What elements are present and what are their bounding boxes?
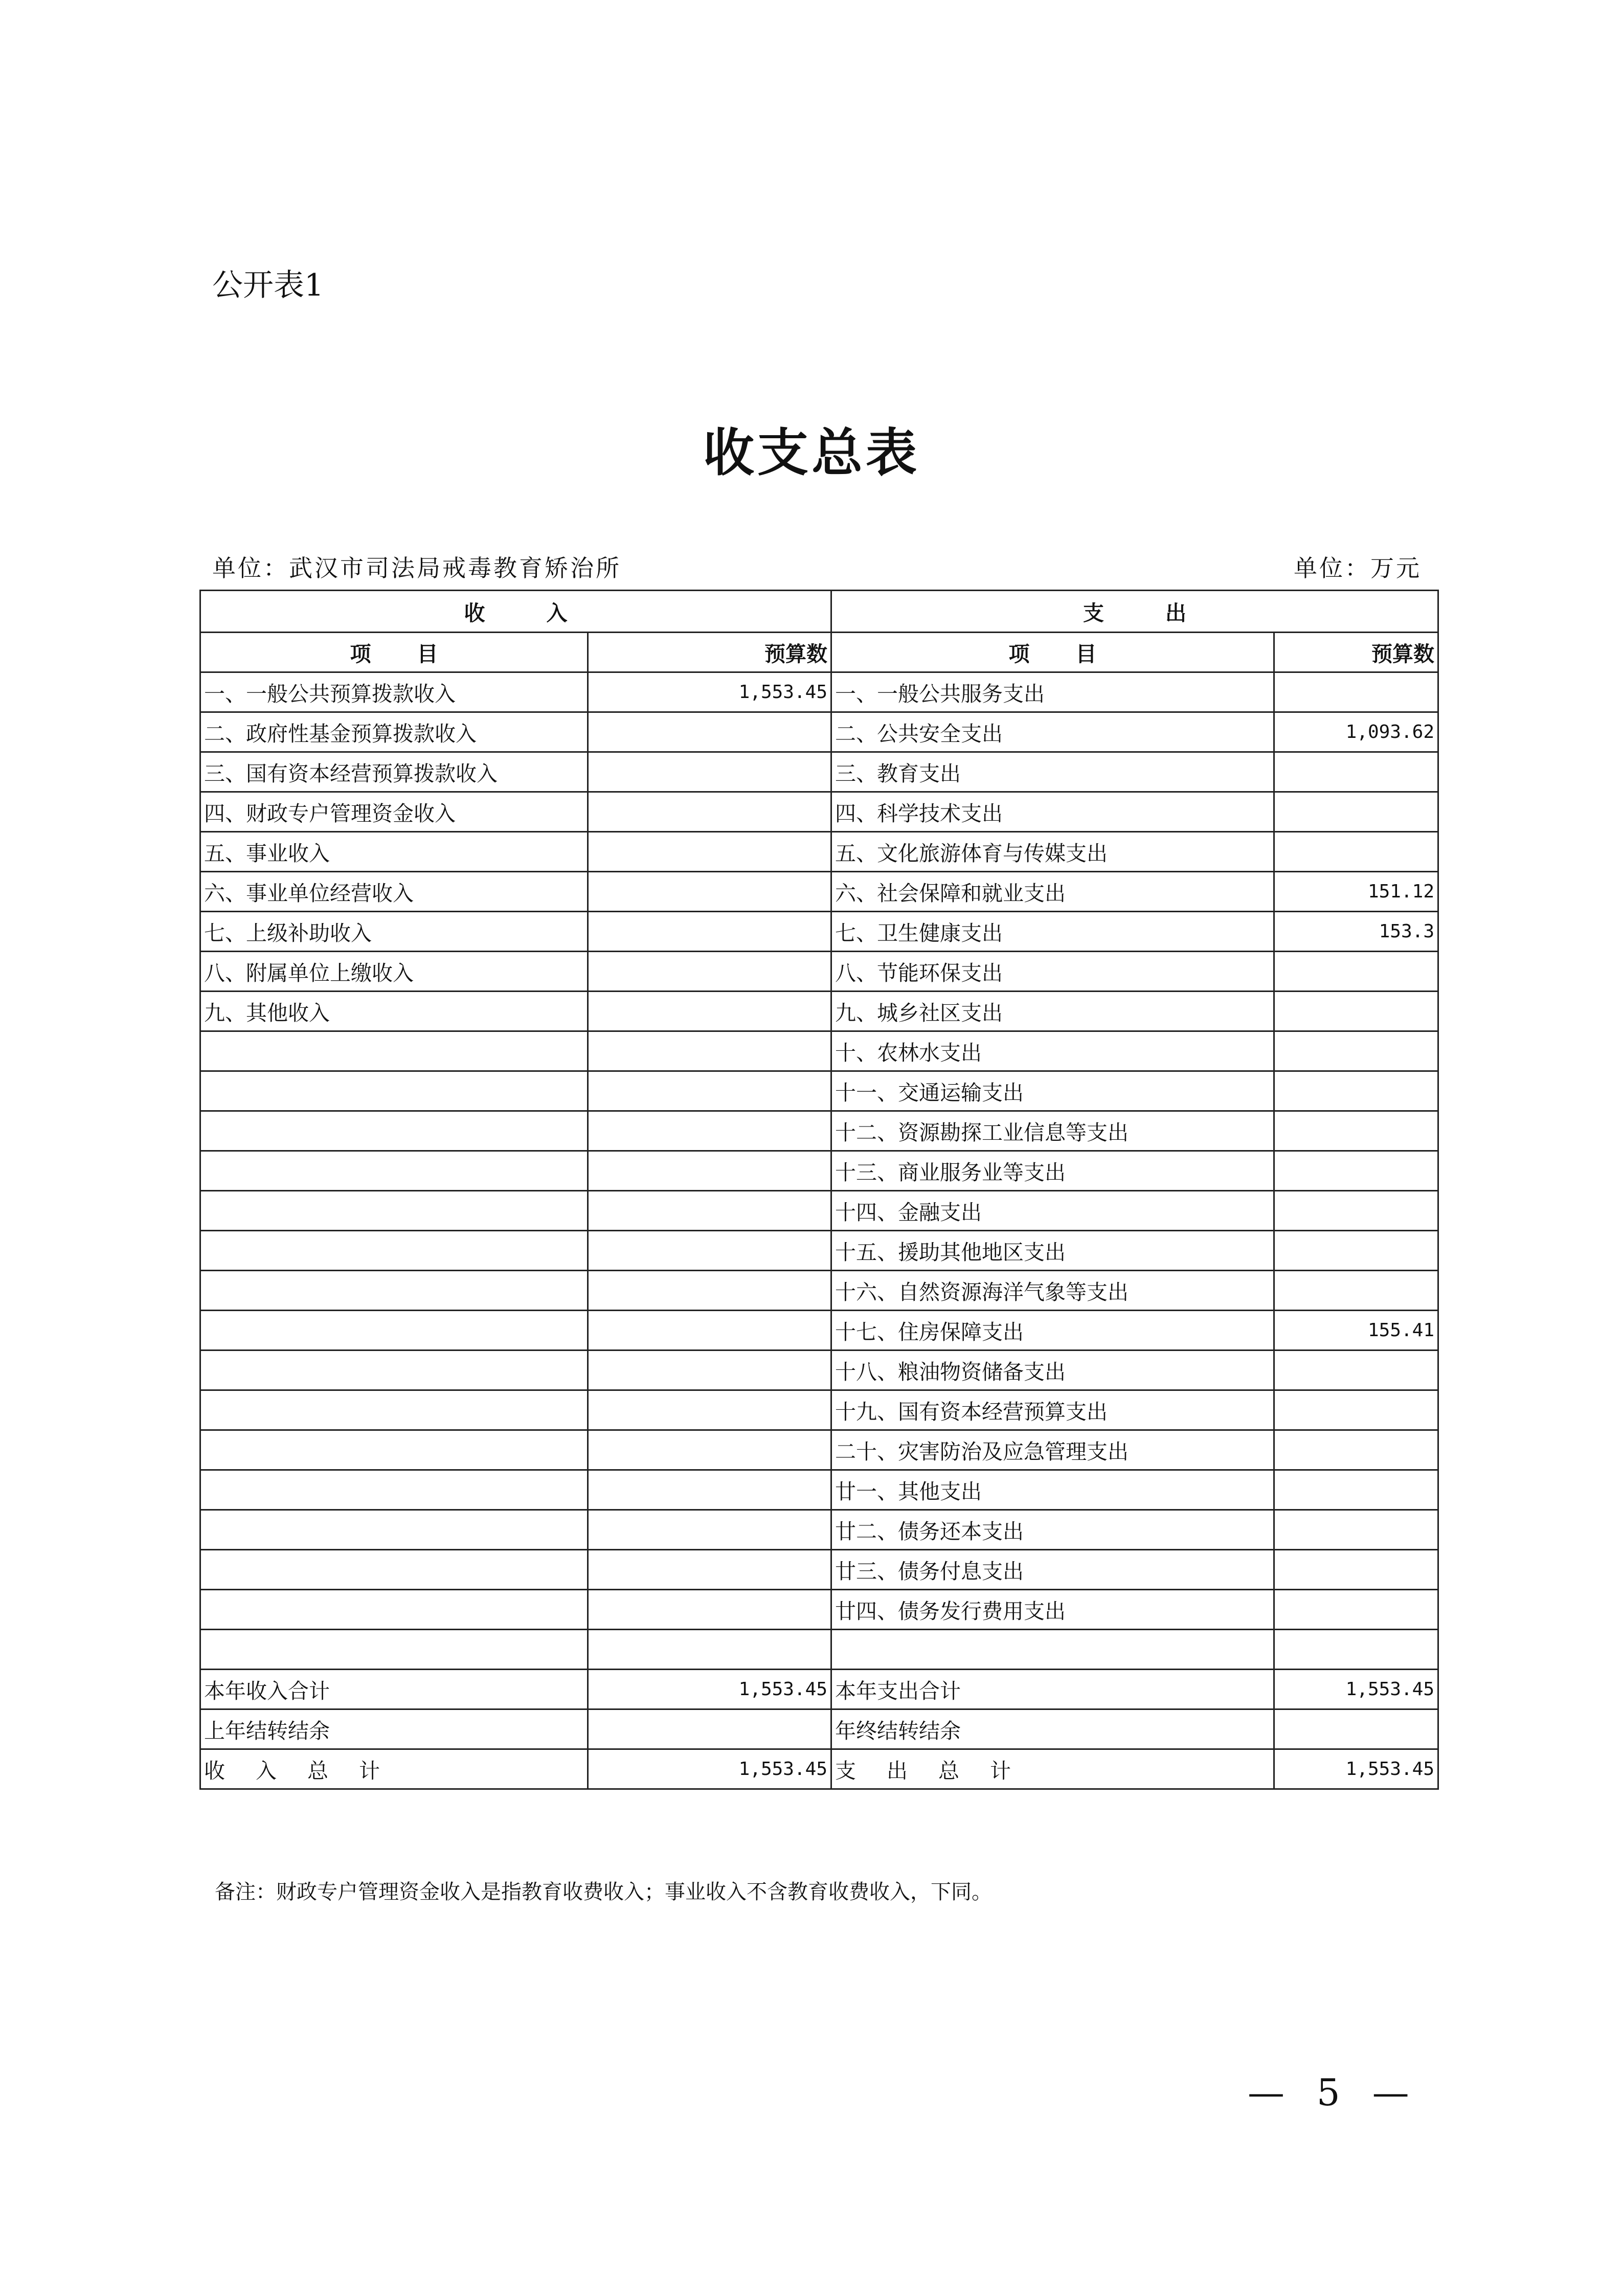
expense-item-cell [831,1630,1274,1670]
income-budget-cell [588,1151,831,1191]
table-row [200,912,1438,952]
expense-budget-cell [1274,1430,1438,1470]
table-row [200,1709,1438,1749]
income-item-cell [200,1271,588,1311]
table-row [200,1630,1438,1670]
income-budget-cell [588,1031,831,1071]
expense-item-cell: 十五、援助其他地区支出 [831,1231,1274,1271]
footnote: 备注：财政专户管理资金收入是指教育收费收入；事业收入不含教育收费收入，下同。 [215,1880,992,1904]
expense-item-cell: 十三、商业服务业等支出 [831,1151,1274,1191]
income-item-cell [200,1151,588,1191]
income-budget-cell [588,992,831,1031]
expense-item-cell: 本年支出合计 [831,1670,1274,1709]
table-row [200,992,1438,1031]
income-item-cell [200,1231,588,1271]
expense-item-cell: 廿二、债务还本支出 [831,1510,1274,1550]
group-header-row [200,591,1438,633]
table-row [200,1550,1438,1590]
table-row [200,952,1438,992]
unit-currency: 单位：万元 [1294,554,1422,582]
expense-item-cell: 十、农林水支出 [831,1031,1274,1071]
income-item-cell: 一、一般公共预算拨款收入 [200,672,588,712]
income-item-cell: 四、财政专户管理资金收入 [200,792,588,832]
income-budget-cell [588,952,831,992]
expense-item-cell: 年终结转结余 [831,1709,1274,1749]
table-row [200,1151,1438,1191]
expense-budget-cell [1274,1231,1438,1271]
income-budget-cell [588,712,831,752]
expense-item-cell: 二、公共安全支出 [831,712,1274,752]
expense-item-cell: 六、社会保障和就业支出 [831,872,1274,912]
expense-budget-cell [1274,752,1438,792]
table-row [200,1749,1438,1789]
page-number: — 5 — [1248,2071,1419,2114]
income-item-cell: 七、上级补助收入 [200,912,588,952]
expense-budget-cell [1274,1470,1438,1510]
table-row [200,1111,1438,1151]
income-item-cell [200,1430,588,1470]
table-row [200,1670,1438,1709]
expense-header: 支出 [831,591,1438,633]
budget-table [199,590,1439,1790]
income-item-cell: 收入总计 [200,1749,588,1789]
income-item-cell [200,1510,588,1550]
income-budget-cell [588,872,831,912]
expense-budget-cell [1274,1271,1438,1311]
income-budget-cell: 1,553.45 [588,1670,831,1709]
income-budget-cell [588,1231,831,1271]
income-budget-cell [588,1271,831,1311]
income-budget-cell [588,1630,831,1670]
expense-item-cell: 八、节能环保支出 [831,952,1274,992]
income-budget-cell: 1,553.45 [588,1749,831,1789]
expense-budget-cell [1274,1630,1438,1670]
income-item-cell [200,1071,588,1111]
expense-item-cell: 十六、自然资源海洋气象等支出 [831,1271,1274,1311]
table-row [200,1470,1438,1510]
unit-organization: 单位：武汉市司法局戒毒教育矫治所 [212,554,621,582]
expense-budget-cell: 153.3 [1274,912,1438,952]
income-item-cell [200,1590,588,1630]
expense-item-cell: 九、城乡社区支出 [831,992,1274,1031]
income-budget-cell [588,1510,831,1550]
expense-item-cell: 五、文化旅游体育与传媒支出 [831,832,1274,872]
income-budget-cell [588,1111,831,1151]
expense-budget-cell [1274,792,1438,832]
expense-budget-cell [1274,1191,1438,1231]
income-item-cell [200,1630,588,1670]
income-item-cell [200,1470,588,1510]
income-item-cell [200,1111,588,1151]
table-row [200,1271,1438,1311]
expense-budget-cell [1274,1111,1438,1151]
income-budget-cell [588,1311,831,1350]
table-row [200,1311,1438,1350]
income-budget-cell [588,1071,831,1111]
expense-item-cell: 支出总计 [831,1749,1274,1789]
income-budget-cell: 1,553.45 [588,672,831,712]
income-item-cell: 五、事业收入 [200,832,588,872]
income-budget-cell [588,1390,831,1430]
table-row [200,1031,1438,1071]
income-item-cell [200,1350,588,1390]
income-item-cell [200,1191,588,1231]
doc-label: 公开表1 [212,267,324,303]
page-title: 收支总表 [703,422,920,483]
expense-item-cell: 四、科学技术支出 [831,792,1274,832]
table-row [200,672,1438,712]
income-item-cell: 六、事业单位经营收入 [200,872,588,912]
expense-budget-cell: 1,553.45 [1274,1670,1438,1709]
expense-item-cell: 二十、灾害防治及应急管理支出 [831,1430,1274,1470]
expense-budget-cell [1274,1709,1438,1749]
income-item-cell [200,1311,588,1350]
table-row [200,1191,1438,1231]
income-budget-cell [588,792,831,832]
expense-budget-cell: 151.12 [1274,872,1438,912]
expense-item-cell: 十二、资源勘探工业信息等支出 [831,1111,1274,1151]
table-row [200,712,1438,752]
expense-budget-cell [1274,1350,1438,1390]
expense-budget-cell [1274,952,1438,992]
expense-item-cell: 七、卫生健康支出 [831,912,1274,952]
expense-item-cell: 十一、交通运输支出 [831,1071,1274,1111]
expense-budget-cell [1274,1510,1438,1550]
income-budget-cell [588,912,831,952]
expense-item-cell: 十八、粮油物资储备支出 [831,1350,1274,1390]
income-item-header: 项目 [200,633,588,672]
expense-budget-cell [1274,992,1438,1031]
income-item-cell: 二、政府性基金预算拨款收入 [200,712,588,752]
table-row [200,872,1438,912]
expense-budget-cell [1274,1390,1438,1430]
expense-budget-cell [1274,672,1438,712]
expense-item-cell: 三、教育支出 [831,752,1274,792]
income-header: 收入 [200,591,831,633]
table-body [200,672,1438,1789]
expense-budget-cell: 155.41 [1274,1311,1438,1350]
expense-budget-cell [1274,1550,1438,1590]
expense-item-cell: 十四、金融支出 [831,1191,1274,1231]
expense-budget-cell [1274,1151,1438,1191]
expense-budget-cell: 1,093.62 [1274,712,1438,752]
table-row [200,792,1438,832]
expense-budget-cell [1274,832,1438,872]
income-budget-cell [588,1430,831,1470]
table-row [200,1350,1438,1390]
expense-item-cell: 廿一、其他支出 [831,1470,1274,1510]
expense-item-cell: 十九、国有资本经营预算支出 [831,1390,1274,1430]
income-item-cell [200,1550,588,1590]
income-budget-cell [588,1590,831,1630]
income-item-cell: 三、国有资本经营预算拨款收入 [200,752,588,792]
table-row [200,1510,1438,1550]
expense-budget-cell [1274,1031,1438,1071]
expense-item-cell: 十七、住房保障支出 [831,1311,1274,1350]
table-row [200,832,1438,872]
expense-budget-cell [1274,1590,1438,1630]
income-item-cell: 八、附属单位上缴收入 [200,952,588,992]
expense-budget-cell: 1,553.45 [1274,1749,1438,1789]
income-item-cell: 九、其他收入 [200,992,588,1031]
expense-item-cell: 廿三、债务付息支出 [831,1550,1274,1590]
column-header-row [200,633,1438,672]
income-item-cell [200,1390,588,1430]
expense-budget-cell [1274,1071,1438,1111]
table-row [200,1071,1438,1111]
expense-budget-header: 预算数 [1274,633,1438,672]
income-item-cell [200,1031,588,1071]
income-budget-cell [588,1191,831,1231]
expense-item-cell: 廿四、债务发行费用支出 [831,1590,1274,1630]
table-row [200,1231,1438,1271]
table-row [200,752,1438,792]
income-item-cell: 上年结转结余 [200,1709,588,1749]
income-item-cell: 本年收入合计 [200,1670,588,1709]
table-row [200,1430,1438,1470]
income-budget-cell [588,1709,831,1749]
income-budget-cell [588,1350,831,1390]
table-row [200,1590,1438,1630]
table-row [200,1390,1438,1430]
income-budget-header: 预算数 [588,633,831,672]
income-budget-cell [588,1550,831,1590]
income-budget-cell [588,752,831,792]
income-budget-cell [588,1470,831,1510]
expense-item-header: 项目 [831,633,1274,672]
income-budget-cell [588,832,831,872]
expense-item-cell: 一、一般公共服务支出 [831,672,1274,712]
